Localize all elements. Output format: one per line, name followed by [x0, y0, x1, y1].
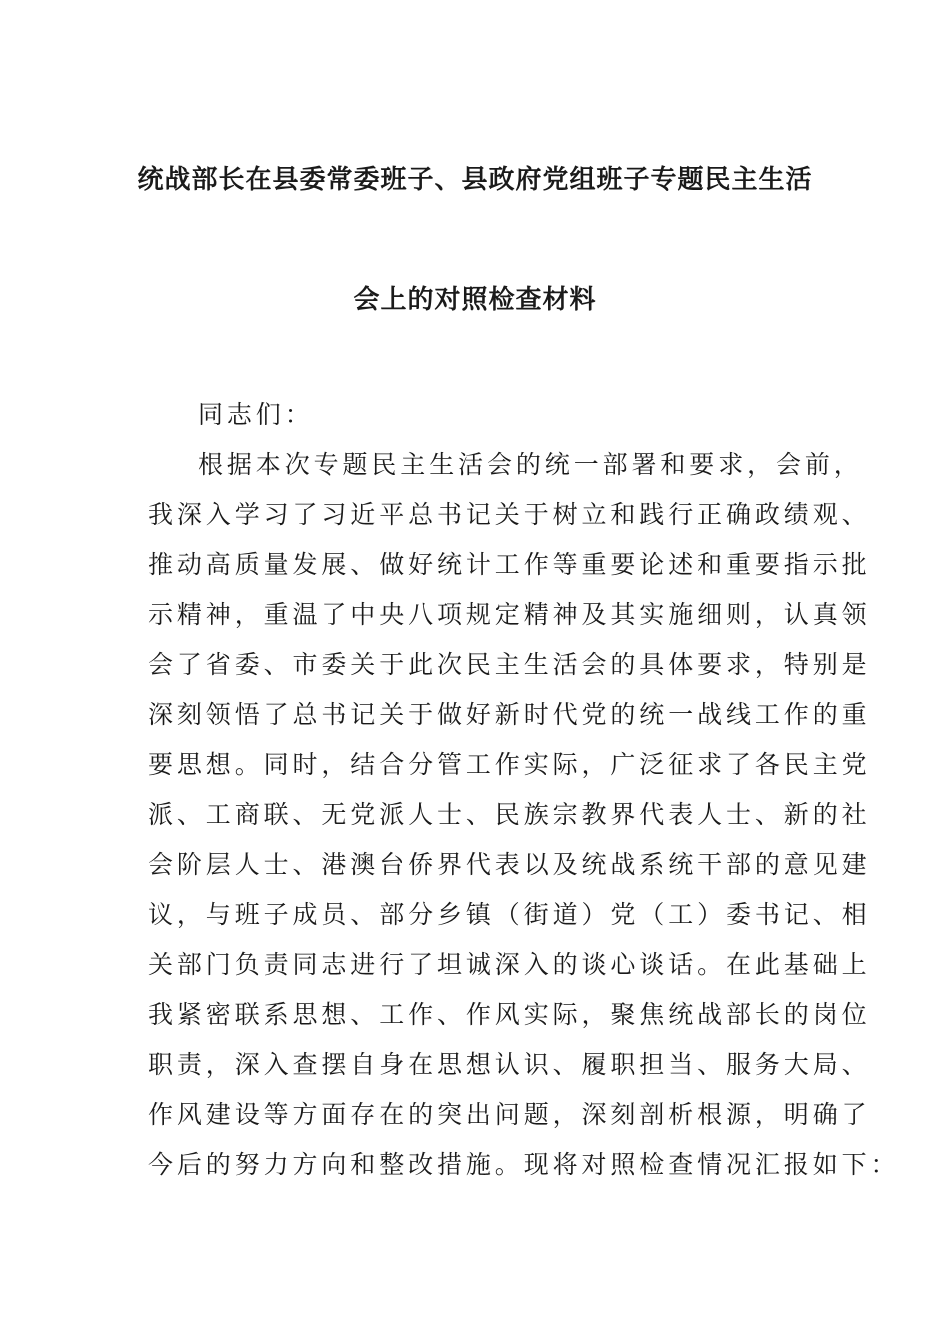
document-title-line-2: 会上的对照检查材料: [353, 285, 597, 315]
paragraph-line: 会了省委、市委关于此次民主生活会的具体要求，特别是: [148, 650, 871, 679]
body-paragraph: [148, 440, 900, 1190]
paragraph-line: 关部门负责同志进行了坦诚深入的谈心谈话。在此基础上: [148, 950, 871, 979]
paragraph-line: 要思想。同时，结合分管工作实际，广泛征求了各民主党: [148, 750, 871, 779]
salutation-text: 同志们：: [198, 400, 314, 429]
paragraph-line: 派、工商联、无党派人士、民族宗教界代表人士、新的社: [148, 800, 871, 829]
paragraph-line: 作风建设等方面存在的突出问题，深刻剖析根源，明确了: [148, 1100, 871, 1129]
paragraph-line: 今后的努力方向和整改措施。现将对照检查情况汇报如下：: [148, 1150, 900, 1179]
paragraph-line: 示精神，重温了中央八项规定精神及其实施细则，认真领: [148, 600, 871, 629]
paragraph-line: 根据本次专题民主生活会的统一部署和要求，会前，: [198, 450, 863, 479]
paragraph-line: 我深入学习了习近平总书记关于树立和践行正确政绩观、: [148, 500, 871, 529]
paragraph-line: 会阶层人士、港澳台侨界代表以及统战系统干部的意见建: [148, 850, 871, 879]
paragraph-line: 职责，深入查摆自身在思想认识、履职担当、服务大局、: [148, 1050, 871, 1079]
document-title-line-1: 统战部长在县委常委班子、县政府党组班子专题民主生活: [137, 165, 813, 195]
paragraph-line: 推动高质量发展、做好统计工作等重要论述和重要指示批: [148, 550, 871, 579]
paragraph-line: 我紧密联系思想、工作、作风实际，聚焦统战部长的岗位: [148, 1000, 871, 1029]
salutation: [148, 390, 808, 440]
paragraph-line: 深刻领悟了总书记关于做好新时代党的统一战线工作的重: [148, 700, 871, 729]
paragraph-line: 议，与班子成员、部分乡镇（街道）党（工）委书记、相: [148, 900, 871, 929]
